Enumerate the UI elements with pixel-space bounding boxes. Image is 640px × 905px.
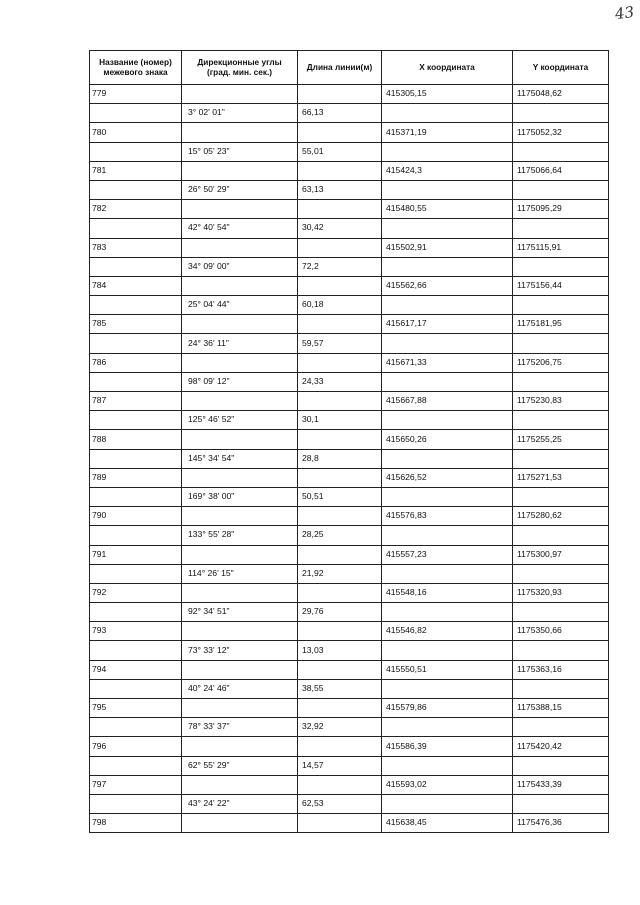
empty-cell bbox=[382, 487, 513, 506]
line-length: 29,76 bbox=[298, 603, 382, 622]
point-name: 794 bbox=[90, 660, 182, 679]
y-coordinate: 1175052,32 bbox=[513, 123, 609, 142]
empty-cell bbox=[513, 257, 609, 276]
point-name: 783 bbox=[90, 238, 182, 257]
empty-cell bbox=[513, 449, 609, 468]
empty-cell bbox=[513, 756, 609, 775]
line-length: 38,55 bbox=[298, 679, 382, 698]
empty-cell bbox=[182, 660, 298, 679]
directional-angle: 98° 09' 12" bbox=[182, 372, 298, 391]
table-row-segment bbox=[90, 718, 609, 737]
line-length: 13,03 bbox=[298, 641, 382, 660]
point-name: 796 bbox=[90, 737, 182, 756]
empty-cell bbox=[182, 123, 298, 142]
line-length: 30,1 bbox=[298, 411, 382, 430]
x-coordinate: 415557,23 bbox=[382, 545, 513, 564]
empty-cell bbox=[298, 200, 382, 219]
empty-cell bbox=[513, 526, 609, 545]
empty-cell bbox=[298, 85, 382, 104]
line-length: 50,51 bbox=[298, 487, 382, 506]
point-name: 797 bbox=[90, 775, 182, 794]
empty-cell bbox=[182, 85, 298, 104]
y-coordinate: 1175206,75 bbox=[513, 353, 609, 372]
line-length: 59,57 bbox=[298, 334, 382, 353]
x-coordinate: 415371,19 bbox=[382, 123, 513, 142]
empty-cell bbox=[298, 660, 382, 679]
empty-cell bbox=[298, 123, 382, 142]
empty-cell bbox=[182, 814, 298, 833]
directional-angle: 26° 50' 29" bbox=[182, 180, 298, 199]
empty-cell bbox=[298, 507, 382, 526]
empty-cell bbox=[382, 449, 513, 468]
x-coordinate: 415579,86 bbox=[382, 699, 513, 718]
empty-cell bbox=[182, 238, 298, 257]
x-coordinate: 415576,83 bbox=[382, 507, 513, 526]
directional-angle: 25° 04' 44" bbox=[182, 296, 298, 315]
x-coordinate: 415305,15 bbox=[382, 85, 513, 104]
table-row-segment bbox=[90, 411, 609, 430]
empty-cell bbox=[298, 775, 382, 794]
line-length: 28,8 bbox=[298, 449, 382, 468]
empty-cell bbox=[382, 794, 513, 813]
empty-cell bbox=[182, 622, 298, 641]
empty-cell bbox=[182, 545, 298, 564]
y-coordinate: 1175420,42 bbox=[513, 737, 609, 756]
empty-cell bbox=[382, 334, 513, 353]
table-row-segment bbox=[90, 756, 609, 775]
directional-angle: 92° 34' 51" bbox=[182, 603, 298, 622]
empty-cell bbox=[513, 603, 609, 622]
point-name: 788 bbox=[90, 430, 182, 449]
x-coordinate: 415586,39 bbox=[382, 737, 513, 756]
empty-cell bbox=[513, 411, 609, 430]
point-name: 779 bbox=[90, 85, 182, 104]
table-row-segment bbox=[90, 372, 609, 391]
point-name: 790 bbox=[90, 507, 182, 526]
empty-cell bbox=[513, 180, 609, 199]
empty-cell bbox=[298, 699, 382, 718]
empty-cell bbox=[298, 315, 382, 334]
table-row-point bbox=[90, 814, 609, 833]
y-coordinate: 1175255,25 bbox=[513, 430, 609, 449]
x-coordinate: 415667,88 bbox=[382, 392, 513, 411]
table-row-point bbox=[90, 775, 609, 794]
empty-cell bbox=[382, 564, 513, 583]
line-length: 21,92 bbox=[298, 564, 382, 583]
empty-cell bbox=[90, 372, 182, 391]
empty-cell bbox=[90, 334, 182, 353]
empty-cell bbox=[90, 718, 182, 737]
directional-angle: 114° 26' 15" bbox=[182, 564, 298, 583]
table-row-point bbox=[90, 123, 609, 142]
table-row-segment bbox=[90, 257, 609, 276]
empty-cell bbox=[298, 545, 382, 564]
y-coordinate: 1175230,83 bbox=[513, 392, 609, 411]
x-coordinate: 415626,52 bbox=[382, 468, 513, 487]
y-coordinate: 1175181,95 bbox=[513, 315, 609, 334]
directional-angle: 169° 38' 00" bbox=[182, 487, 298, 506]
empty-cell bbox=[90, 257, 182, 276]
empty-cell bbox=[382, 641, 513, 660]
y-coordinate: 1175048,62 bbox=[513, 85, 609, 104]
header-x: X координата bbox=[382, 51, 513, 85]
directional-angle: 125° 46' 52" bbox=[182, 411, 298, 430]
directional-angle: 73° 33' 12" bbox=[182, 641, 298, 660]
empty-cell bbox=[90, 641, 182, 660]
empty-cell bbox=[182, 353, 298, 372]
y-coordinate: 1175388,15 bbox=[513, 699, 609, 718]
y-coordinate: 1175066,64 bbox=[513, 161, 609, 180]
line-length: 66,13 bbox=[298, 104, 382, 123]
empty-cell bbox=[182, 699, 298, 718]
empty-cell bbox=[182, 583, 298, 602]
x-coordinate: 415638,45 bbox=[382, 814, 513, 833]
empty-cell bbox=[298, 468, 382, 487]
table-row-point bbox=[90, 583, 609, 602]
directional-angle: 3° 02' 01" bbox=[182, 104, 298, 123]
empty-cell bbox=[298, 583, 382, 602]
empty-cell bbox=[298, 737, 382, 756]
directional-angle: 34° 09' 00" bbox=[182, 257, 298, 276]
line-length: 72,2 bbox=[298, 257, 382, 276]
empty-cell bbox=[90, 449, 182, 468]
y-coordinate: 1175476,36 bbox=[513, 814, 609, 833]
empty-cell bbox=[298, 161, 382, 180]
empty-cell bbox=[513, 296, 609, 315]
x-coordinate: 415617,17 bbox=[382, 315, 513, 334]
table-row-segment bbox=[90, 603, 609, 622]
point-name: 781 bbox=[90, 161, 182, 180]
table-row-point bbox=[90, 622, 609, 641]
table-row-point bbox=[90, 161, 609, 180]
line-length: 60,18 bbox=[298, 296, 382, 315]
empty-cell bbox=[382, 219, 513, 238]
line-length: 32,92 bbox=[298, 718, 382, 737]
y-coordinate: 1175433,39 bbox=[513, 775, 609, 794]
x-coordinate: 415671,33 bbox=[382, 353, 513, 372]
empty-cell bbox=[182, 737, 298, 756]
directional-angle: 145° 34' 54" bbox=[182, 449, 298, 468]
empty-cell bbox=[382, 679, 513, 698]
empty-cell bbox=[298, 353, 382, 372]
header-angle: Дирекционные углы (град. мин. сек.) bbox=[182, 51, 298, 85]
table-row-segment bbox=[90, 487, 609, 506]
empty-cell bbox=[382, 526, 513, 545]
header-length: Длина линии(м) bbox=[298, 51, 382, 85]
directional-angle: 40° 24' 46" bbox=[182, 679, 298, 698]
empty-cell bbox=[513, 564, 609, 583]
empty-cell bbox=[90, 603, 182, 622]
empty-cell bbox=[382, 603, 513, 622]
table-row-point bbox=[90, 737, 609, 756]
empty-cell bbox=[298, 238, 382, 257]
line-length: 14,57 bbox=[298, 756, 382, 775]
point-name: 782 bbox=[90, 200, 182, 219]
table-row-segment bbox=[90, 219, 609, 238]
table-row-point bbox=[90, 238, 609, 257]
table-row-segment bbox=[90, 334, 609, 353]
empty-cell bbox=[90, 487, 182, 506]
empty-cell bbox=[513, 679, 609, 698]
y-coordinate: 1175320,93 bbox=[513, 583, 609, 602]
y-coordinate: 1175156,44 bbox=[513, 276, 609, 295]
directional-angle: 15° 05' 23" bbox=[182, 142, 298, 161]
table-row-segment bbox=[90, 641, 609, 660]
directional-angle: 42° 40' 54" bbox=[182, 219, 298, 238]
y-coordinate: 1175300,97 bbox=[513, 545, 609, 564]
empty-cell bbox=[90, 564, 182, 583]
empty-cell bbox=[90, 104, 182, 123]
empty-cell bbox=[382, 142, 513, 161]
line-length: 28,25 bbox=[298, 526, 382, 545]
y-coordinate: 1175363,16 bbox=[513, 660, 609, 679]
point-name: 792 bbox=[90, 583, 182, 602]
x-coordinate: 415562,66 bbox=[382, 276, 513, 295]
x-coordinate: 415550,51 bbox=[382, 660, 513, 679]
empty-cell bbox=[382, 718, 513, 737]
directional-angle: 43° 24' 22" bbox=[182, 794, 298, 813]
directional-angle: 24° 36' 11" bbox=[182, 334, 298, 353]
boundary-coordinates-table bbox=[89, 50, 609, 833]
empty-cell bbox=[513, 334, 609, 353]
point-name: 780 bbox=[90, 123, 182, 142]
table-row-point bbox=[90, 660, 609, 679]
directional-angle: 62° 55' 29" bbox=[182, 756, 298, 775]
empty-cell bbox=[513, 794, 609, 813]
empty-cell bbox=[513, 641, 609, 660]
point-name: 793 bbox=[90, 622, 182, 641]
line-length: 24,33 bbox=[298, 372, 382, 391]
table-row-segment bbox=[90, 679, 609, 698]
table-row-point bbox=[90, 699, 609, 718]
point-name: 798 bbox=[90, 814, 182, 833]
empty-cell bbox=[182, 315, 298, 334]
empty-cell bbox=[182, 276, 298, 295]
table-row-point bbox=[90, 315, 609, 334]
table-body bbox=[90, 85, 609, 833]
empty-cell bbox=[90, 411, 182, 430]
empty-cell bbox=[513, 372, 609, 391]
table-row-point bbox=[90, 276, 609, 295]
point-name: 789 bbox=[90, 468, 182, 487]
table-row-segment bbox=[90, 142, 609, 161]
point-name: 785 bbox=[90, 315, 182, 334]
x-coordinate: 415650,26 bbox=[382, 430, 513, 449]
table-row-segment bbox=[90, 104, 609, 123]
header-y: Y координата bbox=[513, 51, 609, 85]
empty-cell bbox=[513, 718, 609, 737]
empty-cell bbox=[298, 276, 382, 295]
x-coordinate: 415480,55 bbox=[382, 200, 513, 219]
empty-cell bbox=[182, 161, 298, 180]
x-coordinate: 415502,91 bbox=[382, 238, 513, 257]
point-name: 791 bbox=[90, 545, 182, 564]
table-row-segment bbox=[90, 564, 609, 583]
table-row-point bbox=[90, 430, 609, 449]
directional-angle: 133° 55' 28" bbox=[182, 526, 298, 545]
line-length: 30,42 bbox=[298, 219, 382, 238]
x-coordinate: 415546,82 bbox=[382, 622, 513, 641]
empty-cell bbox=[182, 392, 298, 411]
empty-cell bbox=[382, 756, 513, 775]
empty-cell bbox=[513, 219, 609, 238]
y-coordinate: 1175350,66 bbox=[513, 622, 609, 641]
y-coordinate: 1175115,91 bbox=[513, 238, 609, 257]
directional-angle: 78° 33' 37" bbox=[182, 718, 298, 737]
empty-cell bbox=[382, 296, 513, 315]
table-row-point bbox=[90, 468, 609, 487]
table-row-point bbox=[90, 353, 609, 372]
table-row-segment bbox=[90, 526, 609, 545]
empty-cell bbox=[182, 468, 298, 487]
empty-cell bbox=[382, 180, 513, 199]
empty-cell bbox=[90, 526, 182, 545]
table-row-point bbox=[90, 85, 609, 104]
empty-cell bbox=[182, 200, 298, 219]
x-coordinate: 415593,02 bbox=[382, 775, 513, 794]
empty-cell bbox=[90, 296, 182, 315]
empty-cell bbox=[182, 775, 298, 794]
empty-cell bbox=[298, 392, 382, 411]
table-header-row bbox=[90, 51, 609, 85]
empty-cell bbox=[90, 756, 182, 775]
x-coordinate: 415424,3 bbox=[382, 161, 513, 180]
empty-cell bbox=[382, 104, 513, 123]
empty-cell bbox=[513, 142, 609, 161]
empty-cell bbox=[90, 679, 182, 698]
empty-cell bbox=[90, 180, 182, 199]
line-length: 63,13 bbox=[298, 180, 382, 199]
y-coordinate: 1175280,62 bbox=[513, 507, 609, 526]
empty-cell bbox=[382, 257, 513, 276]
empty-cell bbox=[90, 794, 182, 813]
table-row-segment bbox=[90, 794, 609, 813]
empty-cell bbox=[513, 487, 609, 506]
table-row-point bbox=[90, 545, 609, 564]
table-row-point bbox=[90, 507, 609, 526]
line-length: 55,01 bbox=[298, 142, 382, 161]
empty-cell bbox=[382, 372, 513, 391]
point-name: 795 bbox=[90, 699, 182, 718]
point-name: 787 bbox=[90, 392, 182, 411]
header-name: Название (номер) межевого знака bbox=[90, 51, 182, 85]
table-row-point bbox=[90, 392, 609, 411]
empty-cell bbox=[90, 219, 182, 238]
y-coordinate: 1175095,29 bbox=[513, 200, 609, 219]
line-length: 62,53 bbox=[298, 794, 382, 813]
y-coordinate: 1175271,53 bbox=[513, 468, 609, 487]
x-coordinate: 415548,16 bbox=[382, 583, 513, 602]
point-name: 784 bbox=[90, 276, 182, 295]
empty-cell bbox=[182, 507, 298, 526]
table-row-segment bbox=[90, 180, 609, 199]
page-number: 43 bbox=[613, 2, 636, 24]
empty-cell bbox=[182, 430, 298, 449]
table-row-point bbox=[90, 200, 609, 219]
point-name: 786 bbox=[90, 353, 182, 372]
empty-cell bbox=[298, 622, 382, 641]
empty-cell bbox=[513, 104, 609, 123]
table-row-segment bbox=[90, 296, 609, 315]
empty-cell bbox=[90, 142, 182, 161]
empty-cell bbox=[382, 411, 513, 430]
table-row-segment bbox=[90, 449, 609, 468]
empty-cell bbox=[298, 814, 382, 833]
empty-cell bbox=[298, 430, 382, 449]
